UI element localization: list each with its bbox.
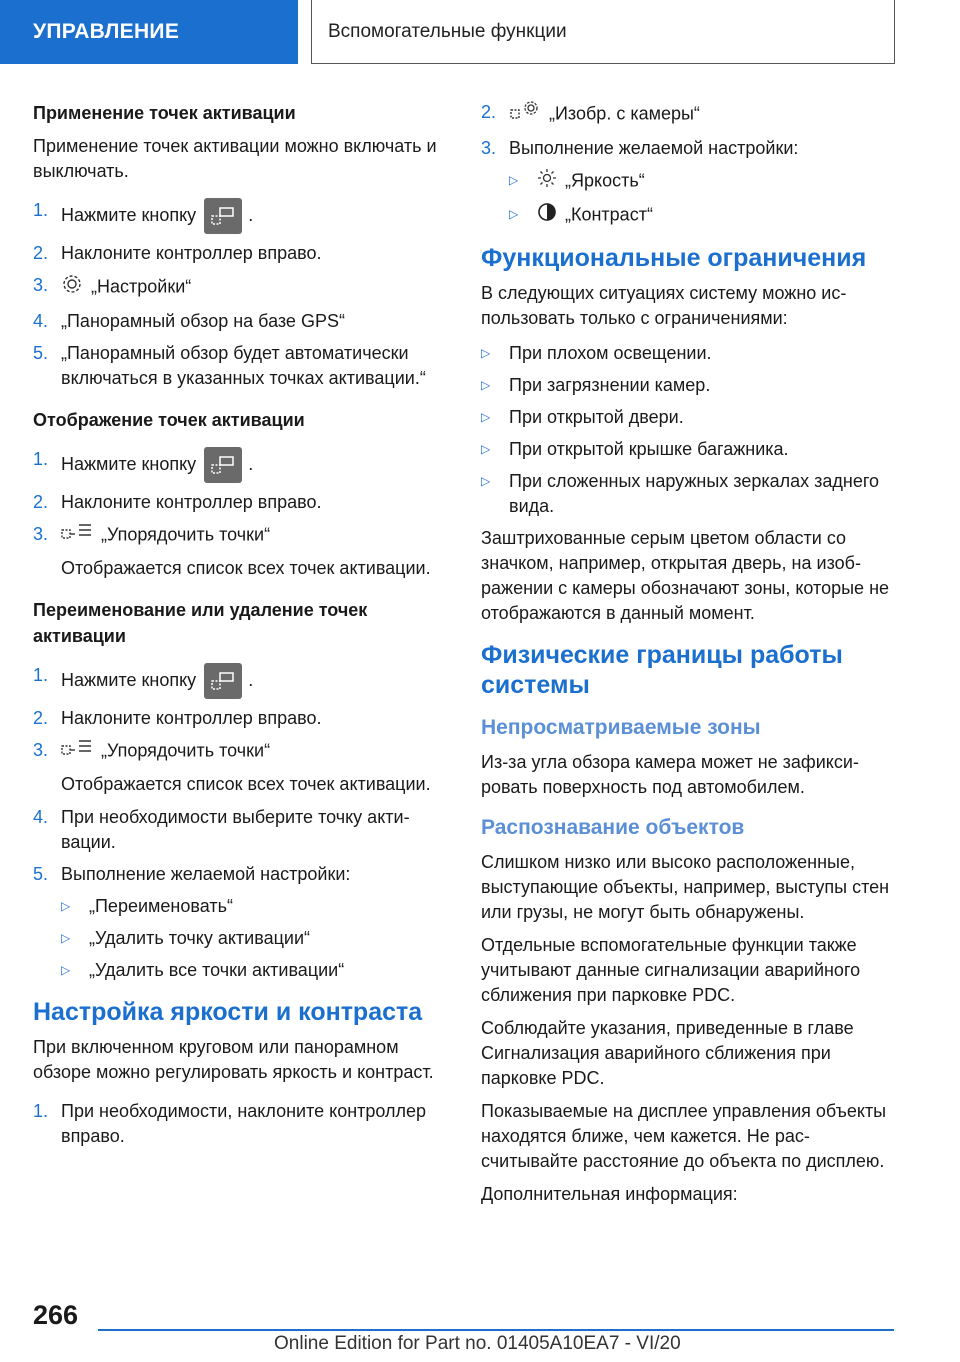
left-column [33, 100, 448, 1156]
list-item: 2. „Изобр. с камеры“ [481, 100, 893, 129]
sub-list [33, 894, 448, 983]
subheading: Переименование или удаление точек активации [33, 600, 368, 646]
bullet-list [481, 341, 893, 519]
section-heading: Настройка яркости и контраста [33, 998, 423, 1026]
triangle-bullet-icon: ▷ [509, 207, 519, 221]
subsection-heading: Распознавание объектов [481, 816, 745, 839]
list-item: 2. Наклоните контроллер вправо. [33, 492, 322, 512]
paragraph: Применение точек активации можно включать и выключать. [33, 136, 437, 181]
list-item: 1. Нажмите кнопку . [33, 447, 448, 483]
right-column [481, 100, 893, 1215]
triangle-bullet-icon: ▷ [509, 173, 519, 187]
triangle-bullet-icon: ▷ [481, 442, 491, 456]
paragraph: Соблюдайте указания, приведенные в главе Сигнализация аварийного сближения при парковке PDC. [481, 1018, 854, 1088]
steps-list [33, 663, 448, 765]
list-item: 4. „Панорамный обзор на базе GPS“ [33, 311, 345, 331]
paragraph: В следующих ситуациях систему можно использовать только с ограничениями: [481, 283, 847, 328]
steps-list [33, 198, 448, 391]
list-item: 3. Выполнение желаемой настройки: [481, 138, 799, 158]
list-item: ▷ „Переименовать“ [61, 894, 448, 919]
triangle-bullet-icon: ▷ [61, 931, 71, 945]
list-item: 3. „Упорядочить точки“ [33, 522, 448, 549]
triangle-bullet-icon: ▷ [481, 346, 491, 360]
paragraph: При включенном круговом или панорамном обзоре можно регулировать яркость и контраст. [33, 1037, 434, 1082]
gear-icon [61, 273, 83, 302]
list-item: ▷ „Удалить точку активации“ [61, 926, 448, 951]
triangle-bullet-icon: ▷ [61, 963, 71, 977]
paragraph: Из-за угла обзора камера может не зафиксировать поверхность под автомобилем. [481, 752, 859, 797]
list-item: ▷ „Удалить все точки активации“ [61, 958, 448, 983]
paragraph: Отдельные вспомогательные функции также учитывают данные сигнализации аварийного сближения при парковке PDC. [481, 935, 861, 1005]
triangle-bullet-icon: ▷ [481, 474, 491, 488]
chapter-title: Вспомогательные функции [311, 0, 895, 64]
steps-list [33, 1099, 448, 1149]
list-item: 3. „Настройки“ [33, 273, 448, 302]
page-header [0, 0, 960, 66]
edition-text: Online Edition for Part no. 01405A10EA7 - VI/20 [274, 1333, 681, 1354]
section-heading: Функциональные ограничения [481, 244, 867, 272]
subheading: Применение точек активации [33, 103, 296, 123]
steps-list [33, 447, 448, 549]
subsection-heading: Непросматриваемые зоны [481, 716, 761, 739]
paragraph: Заштрихованные серым цветом области со значком, например, открытая дверь, на изображении с камеры обозначают зоны, которые не отображаются в данный момент. [481, 528, 890, 623]
list-item: 1. Нажмите кнопку . [33, 663, 448, 699]
list-item: ▷ При сложенных наружных зеркалах заднего вида. [481, 471, 880, 516]
paragraph: Показываемые на дисплее управления объекты находятся ближе, чем кажется. Не рассчитывайте расстояние до объекта по дисплею. [481, 1101, 887, 1171]
camera-button-icon [204, 447, 242, 483]
list-item: ▷ При загрязнении камер. [481, 373, 893, 398]
camera-list-icon [61, 738, 93, 765]
triangle-bullet-icon: ▷ [481, 378, 491, 392]
list-item: 5. „Панорамный обзор будет автоматически включаться в указанных точках активации.“ [33, 343, 426, 388]
camera-list-icon [61, 522, 93, 549]
steps-list [33, 805, 448, 887]
page-number: 266 [33, 1300, 79, 1330]
sub-list [481, 168, 893, 229]
list-item: ▷ При плохом освещении. [481, 341, 893, 366]
triangle-bullet-icon: ▷ [61, 899, 71, 913]
camera-button-icon [204, 663, 242, 699]
list-item: ▷ При открытой двери. [481, 405, 893, 430]
list-item: ▷ „Яркость“ [509, 168, 893, 195]
list-item: 1. Нажмите кнопку . [33, 198, 448, 234]
paragraph: Отображается список всех точек активации. [61, 774, 431, 794]
steps-list [481, 100, 893, 161]
list-item: 2. Наклоните контроллер вправо. [33, 708, 322, 728]
sun-icon [537, 168, 557, 195]
contrast-icon [537, 202, 557, 229]
camera-button-icon [204, 198, 242, 234]
camera-settings-icon [509, 100, 541, 129]
paragraph: Слишком низко или высоко расположенные, выступающие объекты, например, выступы стен или грузы, не могут быть обнаружены. [481, 852, 890, 922]
list-item: 2. Наклоните контроллер вправо. [33, 243, 322, 263]
footer-divider [98, 1329, 894, 1331]
section-heading: Физические границы работы системы [481, 641, 843, 699]
list-item: 3. „Упорядочить точки“ [33, 738, 448, 765]
paragraph: Дополнительная информация: [481, 1184, 738, 1204]
subheading: Отображение точек активации [33, 410, 305, 430]
list-item: 1. При необходимости, наклоните контроллер вправо. [33, 1101, 427, 1146]
list-item: 4. При необходимости выберите точку активации. [33, 807, 410, 852]
section-tab: УПРАВЛЕНИЕ [0, 0, 298, 64]
list-item: 5. Выполнение желаемой настройки: [33, 864, 351, 884]
list-item: ▷ „Контраст“ [509, 202, 893, 229]
paragraph: Отображается список всех точек активации. [61, 558, 431, 578]
triangle-bullet-icon: ▷ [481, 410, 491, 424]
list-item: ▷ При открытой крышке багажника. [481, 437, 893, 462]
